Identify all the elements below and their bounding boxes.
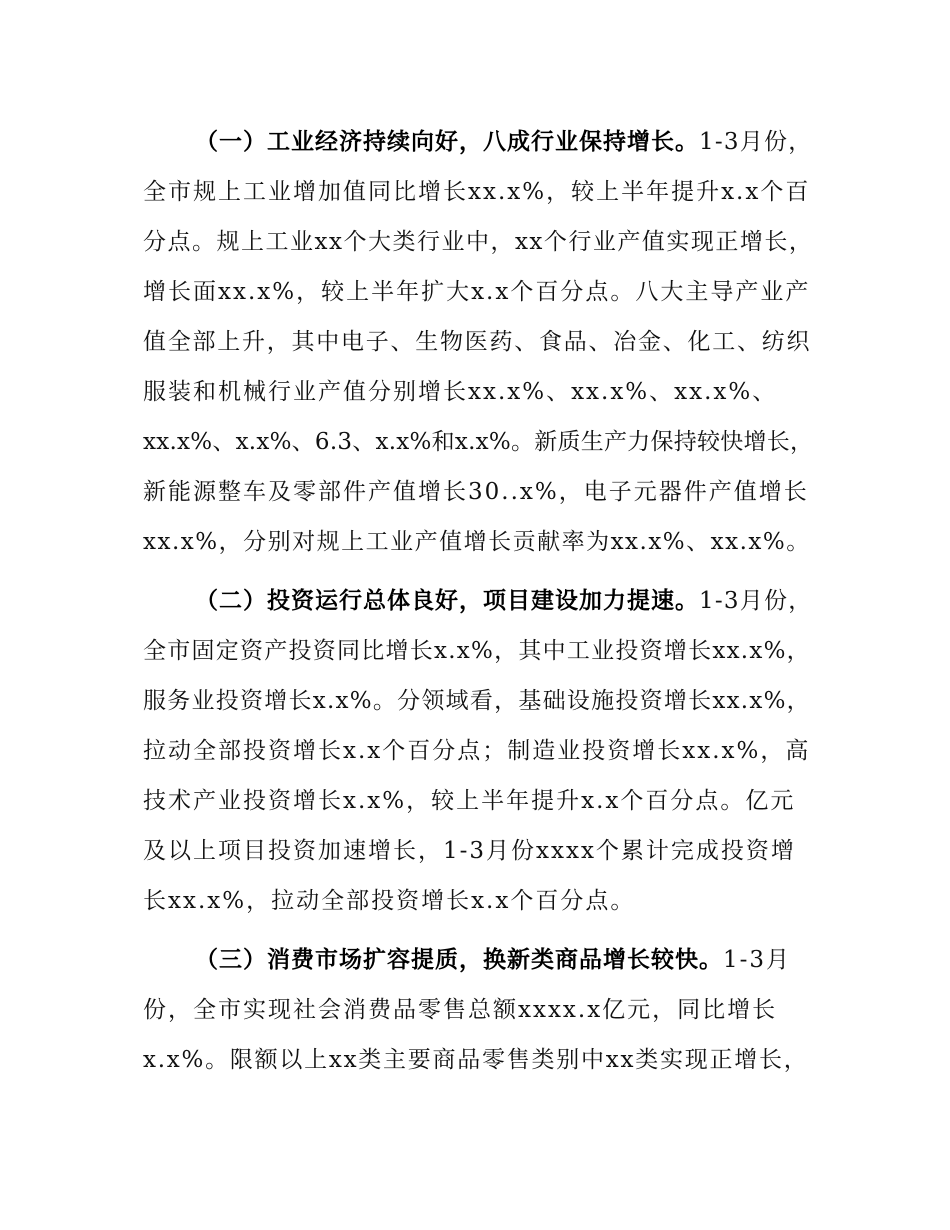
text-line: 服装和机械行业产值分别增长xx.x%、xx.x%、xx.x%、 — [143, 379, 778, 405]
paragraph-investment — [143, 576, 813, 926]
text-line: 增长面xx.x%，较上半年扩大x.x个百分点。八大主导产业产 — [143, 279, 811, 305]
paragraph-first-line — [143, 576, 813, 626]
text-line: x.x%。限额以上xx类主要商品零售类别中xx类实现正增长， — [143, 1047, 809, 1073]
text-line: 服务业投资增长x.x%。分领域看，基础设施投资增长xx.x%， — [143, 688, 811, 714]
text-line: 及以上项目投资加速增长，1-3月份xxxx个累计完成投资增 — [143, 838, 796, 864]
paragraph-first-line — [143, 117, 813, 167]
text-line: 值全部上升，其中电子、生物医药、食品、冶金、化工、纺织 — [143, 329, 812, 355]
text-line: xx.x%，分别对规上工业产值增长贡献率为xx.x%、xx.x%。 — [143, 529, 811, 555]
text-line: 分点。规上工业xx个大类行业中，xx个行业产值实现正增长， — [143, 229, 814, 255]
body-text: 1-3月份， — [699, 129, 813, 155]
paragraph-industry — [143, 117, 813, 567]
paragraph-consumption — [143, 935, 813, 1085]
section-heading: （三）消费市场扩容提质，换新类商品增长较快。 — [195, 947, 723, 973]
text-line: 全市固定资产投资同比增长x.x%，其中工业投资增长xx.x%， — [143, 638, 811, 664]
text-line: 新能源整车及零部件产值增长30..x%，电子元器件产值增长 — [143, 479, 809, 505]
text-line: 全市规上工业增加值同比增长xx.x%，较上半年提升x.x个百 — [143, 179, 811, 205]
text-line: 技术产业投资增长x.x%，较上半年提升x.x个百分点。亿元 — [143, 788, 796, 814]
section-heading: （二）投资运行总体良好，项目建设加力提速。 — [195, 588, 699, 614]
section-heading: （一）工业经济持续向好，八成行业保持增长。 — [195, 129, 699, 155]
body-text: 1-3月份， — [699, 588, 813, 614]
paragraph-first-line — [143, 935, 813, 985]
text-line: 份，全市实现社会消费品零售总额xxxx.x亿元，同比增长 — [143, 997, 778, 1023]
body-text: 1-3月 — [723, 947, 792, 973]
text-line: 拉动全部投资增长x.x个百分点；制造业投资增长xx.x%，高 — [143, 738, 811, 764]
document-body — [143, 117, 813, 1085]
text-line: 长xx.x%，拉动全部投资增长x.x个百分点。 — [143, 888, 636, 914]
text-line: xx.x%、x.x%、6.3、x.x%和x.x%。新质生产力保持较快增长， — [143, 429, 814, 455]
